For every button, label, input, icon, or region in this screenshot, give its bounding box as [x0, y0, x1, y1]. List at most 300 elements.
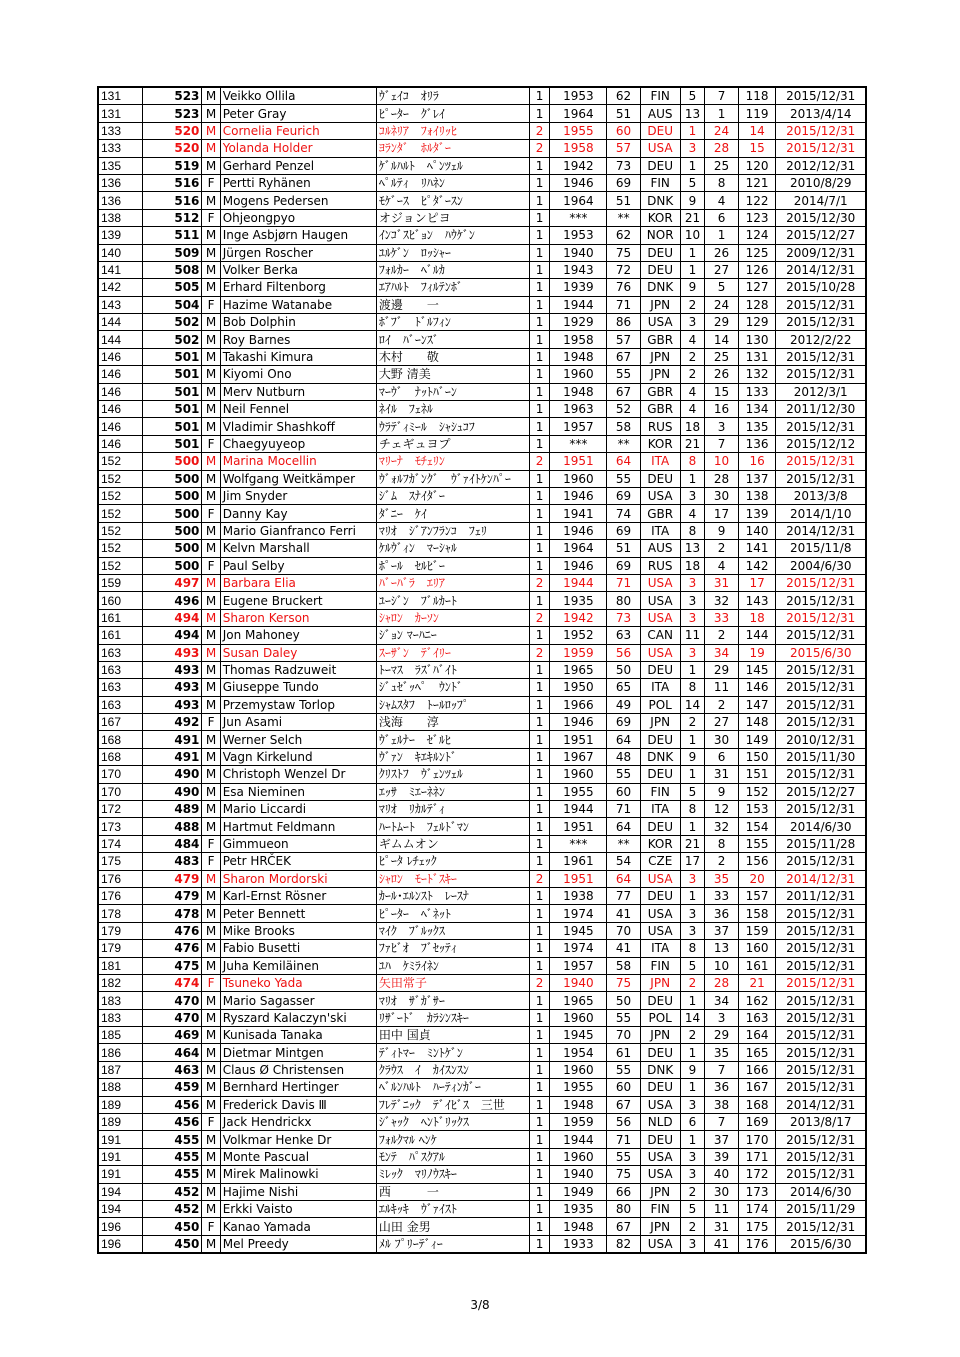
country-cell: USA [640, 1166, 680, 1183]
age-cell: 75 [607, 974, 640, 991]
birth-year-cell: 1950 [550, 679, 607, 696]
country-rank-cell: 3 [705, 418, 738, 435]
score-cell: 501 [143, 383, 202, 400]
birth-year-cell: 1940 [550, 1166, 607, 1183]
name-kana-cell: ﾈｲﾙ ﾌｪﾈﾙ [376, 401, 529, 418]
date-cell: 2015/12/31 [776, 1027, 866, 1044]
score-cell: 489 [143, 801, 202, 818]
score-cell: 505 [143, 279, 202, 296]
rank-cell: 179 [98, 940, 143, 957]
category-cell: 1 [529, 627, 549, 644]
country-code-cell: 3 [680, 487, 705, 504]
country-code-cell: 4 [680, 383, 705, 400]
rank-cell: 146 [98, 401, 143, 418]
name-kana-cell: 木村 敬 [376, 348, 529, 365]
category-cell: 1 [529, 853, 549, 870]
country-code-cell: 3 [680, 1166, 705, 1183]
category-rank-cell: 131 [738, 348, 776, 365]
sex-cell: M [202, 1201, 220, 1218]
name-kana-cell: ﾌｫﾙｸﾏﾙ ﾍﾝｹ [376, 1131, 529, 1148]
country-code-cell: 1 [680, 1044, 705, 1061]
name-kana-cell: ｲﾝｺﾞｽﾋﾞｮﾝ ﾊｳｹﾞﾝ [376, 227, 529, 244]
date-cell: 2015/12/31 [776, 1044, 866, 1061]
birth-year-cell: 1943 [550, 261, 607, 278]
country-rank-cell: 35 [705, 1044, 738, 1061]
country-cell: GBR [640, 401, 680, 418]
rank-cell: 191 [98, 1148, 143, 1165]
category-rank-cell: 145 [738, 661, 776, 678]
name-cell: Monte Pascual [220, 1148, 376, 1165]
rank-cell: 160 [98, 592, 143, 609]
category-rank-cell: 149 [738, 731, 776, 748]
country-code-cell: 3 [680, 140, 705, 157]
name-kana-cell: ｽｰｻﾞﾝ ﾃﾞｲﾘｰ [376, 644, 529, 661]
name-cell: Erhard Filtenborg [220, 279, 376, 296]
country-code-cell: 5 [680, 174, 705, 191]
country-code-cell: 11 [680, 627, 705, 644]
table-row [98, 105, 866, 122]
sex-cell: M [202, 609, 220, 626]
country-cell: JPN [640, 1183, 680, 1200]
score-cell: 450 [143, 1235, 202, 1253]
birth-year-cell: 1944 [550, 1131, 607, 1148]
table-row [98, 574, 866, 591]
score-cell: 470 [143, 992, 202, 1009]
country-code-cell: 3 [680, 905, 705, 922]
date-cell: 2015/12/31 [776, 418, 866, 435]
country-rank-cell: 26 [705, 366, 738, 383]
country-code-cell: 18 [680, 557, 705, 574]
sex-cell: F [202, 1218, 220, 1235]
name-kana-cell: ﾓﾝﾃ ﾊﾟｽｸｱﾙ [376, 1148, 529, 1165]
country-cell: ITA [640, 801, 680, 818]
table-row [98, 1096, 866, 1113]
name-cell: Mario Gianfranco Ferri [220, 522, 376, 539]
country-rank-cell: 24 [705, 122, 738, 139]
ranking-table-body [98, 87, 866, 1253]
rank-cell: 146 [98, 348, 143, 365]
score-cell: 476 [143, 922, 202, 939]
category-cell: 1 [529, 1096, 549, 1113]
category-cell: 1 [529, 1183, 549, 1200]
score-cell: 464 [143, 1044, 202, 1061]
name-kana-cell: 大野 清美 [376, 366, 529, 383]
name-kana-cell: ｴｯｻ ﾐｴｰﾈﾈﾝ [376, 783, 529, 800]
name-kana-cell: ｳﾞｪﾙﾅｰ ｾﾞﾙﾋ [376, 731, 529, 748]
country-cell: JPN [640, 1027, 680, 1044]
score-cell: 479 [143, 870, 202, 887]
name-kana-cell: ｴｱﾊﾙﾄ ﾌｨﾙﾃﾝﾎﾞ [376, 279, 529, 296]
country-code-cell: 1 [680, 261, 705, 278]
birth-year-cell: 1951 [550, 731, 607, 748]
rank-cell: 142 [98, 279, 143, 296]
date-cell: 2012/3/1 [776, 383, 866, 400]
date-cell: 2014/1/10 [776, 505, 866, 522]
country-cell: USA [640, 922, 680, 939]
name-cell: Vagn Kirkelund [220, 748, 376, 765]
country-rank-cell: 28 [705, 974, 738, 991]
age-cell: 65 [607, 679, 640, 696]
table-row [98, 905, 866, 922]
category-cell: 2 [529, 974, 549, 991]
category-cell: 1 [529, 470, 549, 487]
name-cell: Przemystaw Torlop [220, 696, 376, 713]
date-cell: 2013/3/8 [776, 487, 866, 504]
rank-cell: 183 [98, 1009, 143, 1026]
score-cell: 523 [143, 87, 202, 105]
age-cell: 49 [607, 696, 640, 713]
category-cell: 1 [529, 296, 549, 313]
country-cell: POL [640, 696, 680, 713]
table-row [98, 1131, 866, 1148]
name-kana-cell: ﾌｧﾋﾞｵ ﾌﾞｾｯﾃｨ [376, 940, 529, 957]
name-cell: Mike Brooks [220, 922, 376, 939]
rank-cell: 168 [98, 731, 143, 748]
country-code-cell: 5 [680, 783, 705, 800]
age-cell: 62 [607, 227, 640, 244]
rank-cell: 161 [98, 609, 143, 626]
category-rank-cell: 16 [738, 453, 776, 470]
name-kana-cell: ﾒﾙ ﾌﾟﾘｰﾃﾞｨｰ [376, 1235, 529, 1253]
category-rank-cell: 162 [738, 992, 776, 1009]
sex-cell: M [202, 870, 220, 887]
rank-cell: 182 [98, 974, 143, 991]
name-kana-cell: ｳﾗﾃﾞｨﾐｰﾙ ｼｬｼｭｺﾌ [376, 418, 529, 435]
table-row [98, 1218, 866, 1235]
sex-cell: M [202, 418, 220, 435]
table-row [98, 783, 866, 800]
age-cell: 60 [607, 783, 640, 800]
country-cell: GBR [640, 505, 680, 522]
country-cell: GBR [640, 383, 680, 400]
sex-cell: M [202, 314, 220, 331]
country-cell: RUS [640, 557, 680, 574]
sex-cell: M [202, 157, 220, 174]
country-rank-cell: 15 [705, 383, 738, 400]
score-cell: 492 [143, 714, 202, 731]
sex-cell: M [202, 1061, 220, 1078]
country-code-cell: 9 [680, 279, 705, 296]
date-cell: 2015/12/12 [776, 435, 866, 452]
sex-cell: M [202, 244, 220, 261]
rank-cell: 152 [98, 470, 143, 487]
name-cell: Sharon Kerson [220, 609, 376, 626]
date-cell: 2015/12/31 [776, 1079, 866, 1096]
category-rank-cell: 122 [738, 192, 776, 209]
date-cell: 2013/8/17 [776, 1114, 866, 1131]
score-cell: 450 [143, 1218, 202, 1235]
name-kana-cell: ﾓｹﾞｰｽ ﾋﾟﾀﾞｰｽﾝ [376, 192, 529, 209]
sex-cell: F [202, 1114, 220, 1131]
date-cell: 2015/12/31 [776, 661, 866, 678]
age-cell: ** [607, 835, 640, 852]
category-rank-cell: 144 [738, 627, 776, 644]
score-cell: 455 [143, 1131, 202, 1148]
birth-year-cell: 1948 [550, 1218, 607, 1235]
country-rank-cell: 30 [705, 1183, 738, 1200]
country-cell: DEU [640, 887, 680, 904]
rank-cell: 152 [98, 540, 143, 557]
table-row [98, 1166, 866, 1183]
name-cell: Gimmueon [220, 835, 376, 852]
category-cell: 1 [529, 766, 549, 783]
birth-year-cell: 1939 [550, 279, 607, 296]
country-code-cell: 4 [680, 505, 705, 522]
country-rank-cell: 36 [705, 905, 738, 922]
category-rank-cell: 126 [738, 261, 776, 278]
date-cell: 2015/12/31 [776, 314, 866, 331]
category-cell: 1 [529, 731, 549, 748]
country-cell: JPN [640, 714, 680, 731]
country-cell: FIN [640, 87, 680, 105]
name-cell: Mogens Pedersen [220, 192, 376, 209]
birth-year-cell: 1960 [550, 766, 607, 783]
country-code-cell: 1 [680, 818, 705, 835]
rank-cell: 139 [98, 227, 143, 244]
category-cell: 1 [529, 435, 549, 452]
country-cell: USA [640, 905, 680, 922]
birth-year-cell: 1965 [550, 992, 607, 1009]
rank-cell: 163 [98, 679, 143, 696]
country-rank-cell: 37 [705, 922, 738, 939]
category-cell: 1 [529, 348, 549, 365]
country-code-cell: 2 [680, 296, 705, 313]
category-rank-cell: 128 [738, 296, 776, 313]
sex-cell: M [202, 1148, 220, 1165]
name-cell: Peter Bennett [220, 905, 376, 922]
country-code-cell: 1 [680, 1131, 705, 1148]
birth-year-cell: *** [550, 835, 607, 852]
name-cell: Veikko Ollila [220, 87, 376, 105]
score-cell: 496 [143, 592, 202, 609]
date-cell: 2015/12/31 [776, 296, 866, 313]
name-cell: Karl-Ernst Rösner [220, 887, 376, 904]
age-cell: 80 [607, 1201, 640, 1218]
category-rank-cell: 163 [738, 1009, 776, 1026]
table-row [98, 366, 866, 383]
name-kana-cell: ｺﾙﾈﾘｱ ﾌｫｲﾘｯﾋ [376, 122, 529, 139]
date-cell: 2014/12/31 [776, 522, 866, 539]
category-rank-cell: 133 [738, 383, 776, 400]
sex-cell: M [202, 627, 220, 644]
country-rank-cell: 41 [705, 1235, 738, 1253]
name-cell: Petr HRČEK [220, 853, 376, 870]
name-cell: Pertti Ryhänen [220, 174, 376, 191]
age-cell: 67 [607, 1096, 640, 1113]
table-row [98, 157, 866, 174]
birth-year-cell: 1951 [550, 453, 607, 470]
country-rank-cell: 7 [705, 1061, 738, 1078]
country-rank-cell: 4 [705, 192, 738, 209]
category-rank-cell: 173 [738, 1183, 776, 1200]
score-cell: 520 [143, 140, 202, 157]
category-cell: 1 [529, 557, 549, 574]
country-cell: DEU [640, 661, 680, 678]
score-cell: 463 [143, 1061, 202, 1078]
category-cell: 1 [529, 174, 549, 191]
country-rank-cell: 40 [705, 1166, 738, 1183]
date-cell: 2011/12/31 [776, 887, 866, 904]
country-code-cell: 2 [680, 348, 705, 365]
score-cell: 483 [143, 853, 202, 870]
rank-cell: 168 [98, 748, 143, 765]
category-cell: 1 [529, 748, 549, 765]
score-cell: 456 [143, 1096, 202, 1113]
date-cell: 2015/6/30 [776, 644, 866, 661]
date-cell: 2015/11/28 [776, 835, 866, 852]
score-cell: 478 [143, 905, 202, 922]
date-cell: 2015/12/31 [776, 366, 866, 383]
country-cell: JPN [640, 1218, 680, 1235]
name-kana-cell: 渡邊 一 [376, 296, 529, 313]
rank-cell: 133 [98, 122, 143, 139]
age-cell: 71 [607, 801, 640, 818]
name-kana-cell: ﾋﾟｰﾀｰ ｸﾞﾚｲ [376, 105, 529, 122]
rank-cell: 152 [98, 487, 143, 504]
country-rank-cell: 7 [705, 1114, 738, 1131]
birth-year-cell: 1944 [550, 296, 607, 313]
table-row [98, 714, 866, 731]
rank-cell: 131 [98, 105, 143, 122]
birth-year-cell: 1964 [550, 192, 607, 209]
country-code-cell: 3 [680, 922, 705, 939]
country-code-cell: 18 [680, 418, 705, 435]
date-cell: 2015/12/31 [776, 574, 866, 591]
score-cell: 469 [143, 1027, 202, 1044]
name-cell: Esa Nieminen [220, 783, 376, 800]
table-row [98, 1027, 866, 1044]
date-cell: 2015/12/31 [776, 1148, 866, 1165]
date-cell: 2015/12/31 [776, 627, 866, 644]
name-cell: Jun Asami [220, 714, 376, 731]
country-code-cell: 1 [680, 122, 705, 139]
age-cell: 54 [607, 853, 640, 870]
country-rank-cell: 8 [705, 835, 738, 852]
sex-cell: F [202, 209, 220, 226]
rank-cell: 131 [98, 87, 143, 105]
birth-year-cell: 1935 [550, 1201, 607, 1218]
date-cell: 2014/12/31 [776, 1096, 866, 1113]
country-rank-cell: 14 [705, 331, 738, 348]
country-cell: USA [640, 592, 680, 609]
sex-cell: M [202, 401, 220, 418]
table-row [98, 209, 866, 226]
category-rank-cell: 138 [738, 487, 776, 504]
category-cell: 1 [529, 209, 549, 226]
category-rank-cell: 165 [738, 1044, 776, 1061]
category-cell: 1 [529, 887, 549, 904]
category-rank-cell: 166 [738, 1061, 776, 1078]
score-cell: 459 [143, 1079, 202, 1096]
country-rank-cell: 29 [705, 314, 738, 331]
country-cell: KOR [640, 835, 680, 852]
birth-year-cell: 1974 [550, 905, 607, 922]
country-rank-cell: 29 [705, 1027, 738, 1044]
birth-year-cell: 1946 [550, 714, 607, 731]
category-rank-cell: 171 [738, 1148, 776, 1165]
date-cell: 2010/12/31 [776, 731, 866, 748]
category-cell: 1 [529, 105, 549, 122]
name-kana-cell: ギムムオン [376, 835, 529, 852]
country-code-cell: 9 [680, 192, 705, 209]
score-cell: 501 [143, 435, 202, 452]
date-cell: 2015/12/31 [776, 679, 866, 696]
name-kana-cell: ﾏｲｸ ﾌﾞﾙｯｸｽ [376, 922, 529, 939]
score-cell: 491 [143, 748, 202, 765]
date-cell: 2012/2/22 [776, 331, 866, 348]
country-cell: ITA [640, 679, 680, 696]
table-row [98, 174, 866, 191]
sex-cell: M [202, 905, 220, 922]
sex-cell: M [202, 105, 220, 122]
name-cell: Cornelia Feurich [220, 122, 376, 139]
age-cell: 66 [607, 1183, 640, 1200]
category-rank-cell: 142 [738, 557, 776, 574]
birth-year-cell: 1961 [550, 853, 607, 870]
age-cell: 69 [607, 487, 640, 504]
category-rank-cell: 154 [738, 818, 776, 835]
date-cell: 2015/11/8 [776, 540, 866, 557]
age-cell: 55 [607, 1061, 640, 1078]
score-cell: 452 [143, 1201, 202, 1218]
date-cell: 2009/12/31 [776, 244, 866, 261]
rank-cell: 179 [98, 922, 143, 939]
date-cell: 2015/10/28 [776, 279, 866, 296]
name-kana-cell: ﾎﾟｰﾙ ｾﾙﾋﾞｰ [376, 557, 529, 574]
table-row [98, 887, 866, 904]
category-cell: 1 [529, 314, 549, 331]
name-kana-cell: ﾀﾞﾆｰ ｹｲ [376, 505, 529, 522]
score-cell: 500 [143, 505, 202, 522]
table-row [98, 122, 866, 139]
age-cell: 55 [607, 470, 640, 487]
country-cell: USA [640, 314, 680, 331]
category-cell: 1 [529, 487, 549, 504]
country-rank-cell: 25 [705, 157, 738, 174]
birth-year-cell: 1954 [550, 1044, 607, 1061]
name-kana-cell: ｼｬﾑｽﾀﾌ ﾄｰﾙﾛｯﾌﾟ [376, 696, 529, 713]
rank-cell: 152 [98, 522, 143, 539]
rank-cell: 172 [98, 801, 143, 818]
birth-year-cell: 1941 [550, 505, 607, 522]
date-cell: 2015/12/31 [776, 1131, 866, 1148]
birth-year-cell: *** [550, 435, 607, 452]
score-cell: 504 [143, 296, 202, 313]
country-rank-cell: 17 [705, 505, 738, 522]
date-cell: 2014/6/30 [776, 818, 866, 835]
sex-cell: F [202, 714, 220, 731]
date-cell: 2014/7/1 [776, 192, 866, 209]
country-cell: FIN [640, 1201, 680, 1218]
score-cell: 508 [143, 261, 202, 278]
name-cell: Volkmar Henke Dr [220, 1131, 376, 1148]
category-rank-cell: 14 [738, 122, 776, 139]
name-cell: Yolanda Holder [220, 140, 376, 157]
name-kana-cell: ﾏﾘｵ ｼﾞｱﾝﾌﾗﾝｺ ﾌｪﾘ [376, 522, 529, 539]
table-row [98, 974, 866, 991]
name-kana-cell: ﾘｻﾞｰﾄﾞ ｶﾗｼﾝｽｷｰ [376, 1009, 529, 1026]
country-rank-cell: 7 [705, 87, 738, 105]
name-kana-cell: ｳﾞｧﾝ ｷｴｷﾙﾝﾄﾞ [376, 748, 529, 765]
name-cell: Inge Asbjørn Haugen [220, 227, 376, 244]
country-cell: USA [640, 870, 680, 887]
table-row [98, 505, 866, 522]
category-rank-cell: 172 [738, 1166, 776, 1183]
name-cell: Jürgen Roscher [220, 244, 376, 261]
country-cell: DEU [640, 1079, 680, 1096]
score-cell: 488 [143, 818, 202, 835]
sex-cell: M [202, 801, 220, 818]
